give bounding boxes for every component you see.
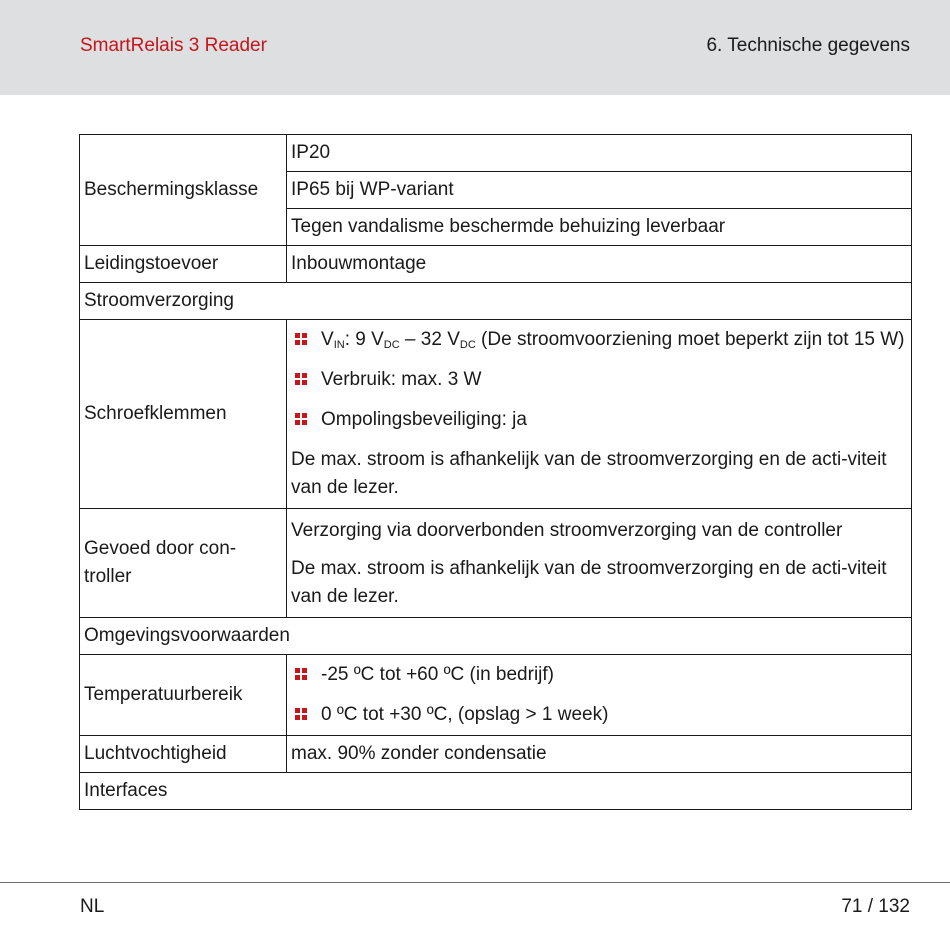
screw-details — [287, 320, 912, 509]
protection-value-2: IP65 bij WP-variant — [287, 172, 912, 209]
row-label-screw: Schroefklemmen — [80, 320, 287, 509]
row-label-cable: Leidingstoevoer — [80, 246, 287, 283]
polarity-text: Ompolingsbeveiliging: ja — [321, 409, 527, 430]
table-row — [80, 736, 912, 773]
page-header — [0, 0, 950, 95]
consumption-text: Verbruik: max. 3 W — [321, 369, 482, 390]
cable-value: Inbouwmontage — [287, 246, 912, 283]
row-label-controller: Gevoed door con-troller — [80, 509, 287, 618]
table-row — [80, 283, 912, 320]
controller-details — [287, 509, 912, 618]
bullet-icon — [295, 413, 307, 425]
temp-storage: 0 ºC tot +30 ºC, (opslag > 1 week) — [321, 704, 609, 725]
chapter-title: 6. Technische gegevens — [706, 35, 910, 56]
footer-language: NL — [80, 896, 105, 917]
list-item — [291, 406, 907, 434]
bullet-icon — [295, 708, 307, 720]
table-row — [80, 655, 912, 736]
row-label-protection: Beschermingsklasse — [80, 135, 287, 246]
list-item — [291, 701, 907, 729]
page-number: 71 / 132 — [841, 896, 910, 917]
humidity-value: max. 90% zonder condensatie — [287, 736, 912, 773]
temperature-details — [287, 655, 912, 736]
controller-supply: Verzorging via doorverbonden stroomverzorging van de controller — [291, 520, 843, 541]
protection-value-3: Tegen vandalisme beschermde behuizing leverbaar — [287, 209, 912, 246]
bullet-icon — [295, 333, 307, 345]
row-label-temperature: Temperatuurbereik — [80, 655, 287, 736]
product-name: SmartRelais 3 Reader — [80, 35, 267, 56]
table-row — [80, 246, 912, 283]
screw-note: De max. stroom is afhankelijk van de stroomverzorging en de acti-viteit van de lezer. — [291, 449, 887, 498]
table-row — [80, 320, 912, 509]
bullet-icon — [295, 373, 307, 385]
controller-note: De max. stroom is afhankelijk van de stroomverzorging en de acti-viteit van de lezer. — [291, 558, 887, 607]
section-interfaces: Interfaces — [80, 773, 912, 810]
section-environment: Omgevingsvoorwaarden — [80, 618, 912, 655]
bullet-icon — [295, 668, 307, 680]
temp-operating: -25 ºC tot +60 ºC (in bedrijf) — [321, 664, 555, 685]
spec-table — [79, 134, 912, 810]
footer-divider — [0, 882, 950, 883]
row-label-humidity: Luchtvochtigheid — [80, 736, 287, 773]
list-item: $V_{IN}$: 9 $V_{DC} - 32$ $V_{DC}$ (De stroomvoorziening moet beperkt zijn tot 15 W) — [291, 326, 907, 354]
table-row — [80, 773, 912, 810]
table-row — [80, 618, 912, 655]
protection-value-1: IP20 — [287, 135, 912, 172]
list-item — [291, 366, 907, 394]
list-item — [291, 661, 907, 689]
table-row — [80, 135, 912, 172]
table-row — [80, 509, 912, 618]
section-power: Stroomverzorging — [80, 283, 912, 320]
